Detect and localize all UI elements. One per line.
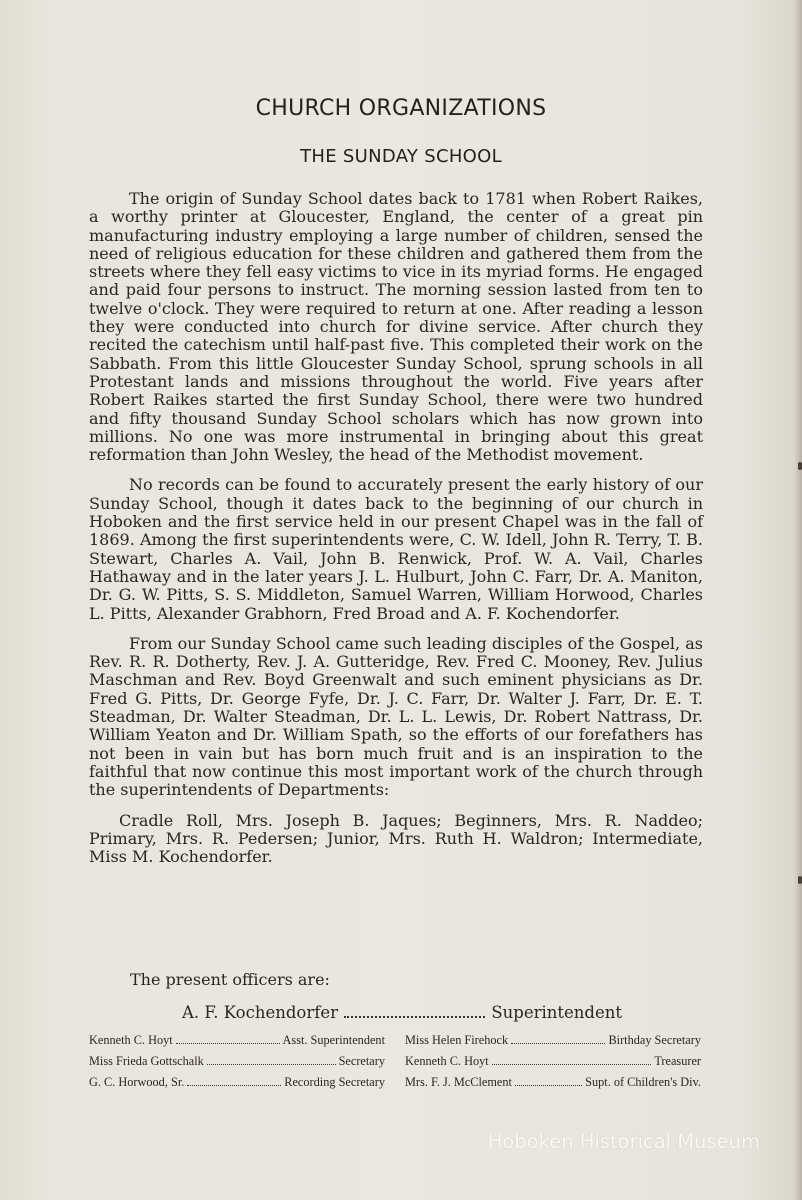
dot-leader bbox=[344, 1016, 485, 1018]
officer-role: Asst. Superintendent bbox=[282, 1033, 385, 1047]
officer-entry bbox=[89, 1075, 385, 1092]
dot-leader bbox=[515, 1085, 582, 1086]
dot-leader bbox=[207, 1064, 336, 1065]
officer-name: Kenneth C. Hoyt bbox=[405, 1054, 489, 1068]
officer-entry bbox=[89, 1054, 385, 1071]
article-body bbox=[89, 190, 703, 878]
page-edge-shadow bbox=[794, 0, 802, 1200]
officer-name: Kenneth C. Hoyt bbox=[89, 1033, 173, 1047]
section-subtitle: THE SUNDAY SCHOOL bbox=[300, 146, 502, 167]
binding-mark bbox=[798, 462, 802, 470]
dot-leader bbox=[176, 1043, 280, 1044]
dot-leader bbox=[187, 1085, 281, 1086]
dot-leader bbox=[492, 1064, 652, 1065]
officer-name: Mrs. F. J. McClement bbox=[405, 1075, 512, 1089]
page-title: CHURCH ORGANIZATIONS bbox=[255, 96, 547, 121]
paragraph-records: No records can be found to accurately present the early history of our Sunday School, though it dates back to the beginning of our church in Hoboken and the first service held in our present Chapel was in the fall of 1869. Among the first superintendents were, C. W. Idell, John R. Terry, T. B. Stewart, Charles A. Vail, John B. Renwick, Prof. W. A. Vail, Charles Hathaway and in the later years J. L. Hulburt, John C. Farr, Dr. A. Maniton, Dr. G. W. Pitts, S. S. Middleton, Samuel Warren, William Horwood, Charles L. Pitts, Alexander Grabhorn, Fred Broad and A. F. Kochendorfer. bbox=[89, 475, 703, 623]
officer-list bbox=[89, 1033, 701, 1092]
officer-role: Birthday Secretary bbox=[608, 1033, 701, 1047]
museum-watermark: Hoboken Historical Museum bbox=[487, 1130, 760, 1153]
superintendent-line bbox=[182, 1003, 622, 1022]
officer-entry bbox=[405, 1075, 701, 1092]
paragraph-origin: The origin of Sunday School dates back to 1781 when Robert Raikes, a worthy printer at Gloucester, England, the center of a great pin manufacturing industry employing a large number of children, sensed the need of religious education for these children and gathered them from the streets where they fell easy victims to vice in its myriad forms. He engaged and paid four persons to instruct. The morning session lasted from ten to twelve o'clock. They were required to return at one. After reading a lesson they were conducted into church for divine service. After church they recited the catechism until half-past five. This completed their work on the Sabbath. From this little Gloucester Sunday School, sprung schools in all Protestant lands and missions throughout the world. Five years after Robert Raikes started the first Sunday School, there were two hundred and fifty thousand Sunday School scholars which has now grown into millions. No one was more instrumental in bringing about this great reformation than John Wesley, the head of the Methodist movement. bbox=[89, 189, 703, 465]
officers-intro: The present officers are: bbox=[130, 970, 330, 989]
superintendent-role: Superintendent bbox=[491, 1003, 622, 1022]
superintendent-name: A. F. Kochendorfer bbox=[182, 1003, 338, 1022]
officer-role: Secretary bbox=[338, 1054, 385, 1068]
binding-mark bbox=[798, 876, 802, 884]
officer-role: Treasurer bbox=[654, 1054, 701, 1068]
officer-entry bbox=[405, 1033, 701, 1050]
officer-name: Miss Frieda Gottschalk bbox=[89, 1054, 204, 1068]
officer-name: G. C. Horwood, Sr. bbox=[89, 1075, 185, 1089]
officer-entry bbox=[89, 1033, 385, 1050]
officer-role: Recording Secretary bbox=[284, 1075, 385, 1089]
officer-entry bbox=[405, 1054, 701, 1071]
dot-leader bbox=[511, 1043, 605, 1044]
paragraph-disciples: From our Sunday School came such leading disciples of the Gospel, as Rev. R. R. Dotherty, Rev. J. A. Gutteridge, Rev. Fred C. Mooney, Rev. Julius Maschman and Rev. Boyd Greenwalt and such eminent physicians as Dr. Fred G. Pitts, Dr. George Fyfe, Dr. J. C. Farr, Dr. Walter J. Farr, Dr. E. T. Steadman, Dr. Walter Steadman, Dr. L. L. Lewis, Dr. Robert Nattrass, Dr. William Yeaton and Dr. William Spath, so the efforts of our forefathers has not been in vain but has born much fruit and is an inspiration to the faithful that now continue this most important work of the church through the superintendents of Departments: bbox=[89, 633, 703, 800]
paragraph-departments: Cradle Roll, Mrs. Joseph B. Jaques; Beginners, Mrs. R. Naddeo; Primary, Mrs. R. Pedersen; Junior, Mrs. Ruth H. Waldron; Intermediate, Miss M. Kochendorfer. bbox=[89, 810, 703, 867]
officer-role: Supt. of Children's Div. bbox=[585, 1075, 701, 1089]
officer-name: Miss Helen Firehock bbox=[405, 1033, 509, 1047]
